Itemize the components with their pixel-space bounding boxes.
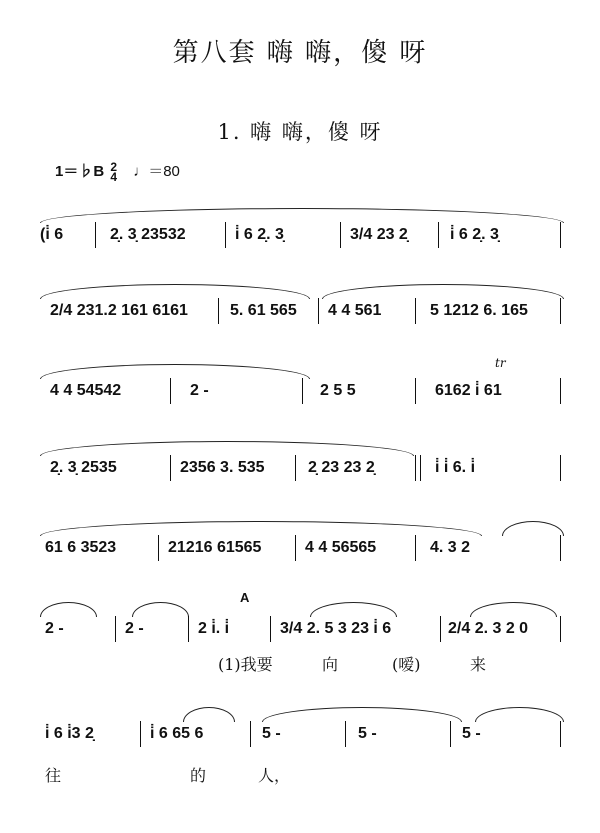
barline <box>415 455 416 481</box>
barline <box>560 535 561 561</box>
barline <box>218 298 219 324</box>
measure: 6162 i̇ 61 <box>435 382 502 399</box>
staff-row-7 <box>40 721 562 747</box>
barline <box>560 616 561 642</box>
lyric-word: (嗳) <box>392 655 421 674</box>
measure: i̇ 6 2̣. 3̣ <box>450 226 499 243</box>
lyric-word: (1)我要 <box>218 655 273 674</box>
barline <box>415 535 416 561</box>
measure: 5 1212 6. 165 <box>430 302 528 319</box>
slur <box>40 284 310 299</box>
measure: i̇ 6 65 6 <box>150 725 204 742</box>
measure: 2 i̇. i̇ <box>198 620 230 637</box>
barline <box>415 378 416 404</box>
slur <box>40 364 310 379</box>
barline <box>170 378 171 404</box>
measure: i̇ 6 i̇3 2̣ <box>45 725 94 742</box>
barline <box>302 378 303 404</box>
slur <box>262 707 462 722</box>
barline <box>295 535 296 561</box>
barline <box>140 721 141 747</box>
barline <box>115 616 116 642</box>
tempo-marking: ♩＝80 <box>133 163 180 180</box>
measure: i̇ 6 2̣. 3̣ <box>235 226 284 243</box>
measure: 2 5 5 <box>320 382 356 399</box>
slur <box>502 521 564 536</box>
measure: 4 4 54542 <box>50 382 122 399</box>
measure: 5 - <box>358 725 377 742</box>
barline <box>560 298 561 324</box>
measure: 4 4 561 <box>328 302 382 319</box>
measure: 3/4 2. 5 3 23 i̇ 6 <box>280 620 392 637</box>
barline <box>295 455 296 481</box>
measure: 61 6 3523 <box>45 539 117 556</box>
barline <box>440 616 441 642</box>
barline <box>415 298 416 324</box>
barline <box>95 222 96 248</box>
measure: 5 - <box>262 725 281 742</box>
lyric-word: 往 <box>45 766 62 785</box>
measure: 2 - <box>45 620 64 637</box>
measure: 2̣. 3̣ 2535 <box>50 459 117 476</box>
measure: 2 - <box>190 382 209 399</box>
song-title: 第八套 嗨 嗨，傻 呀 <box>172 38 428 68</box>
slur <box>470 602 557 617</box>
key-text: 1＝♭B <box>55 163 105 180</box>
time-signature <box>110 160 118 185</box>
lyric-word: 向 <box>322 655 339 674</box>
slur <box>40 602 97 617</box>
barline <box>318 298 319 324</box>
slur <box>40 521 482 536</box>
slur <box>40 441 414 456</box>
barline <box>420 455 421 481</box>
barline <box>560 721 561 747</box>
barline <box>225 222 226 248</box>
slur <box>322 284 564 299</box>
staff-row-2 <box>40 298 562 324</box>
measure: i̇ i̇ 6. i̇ <box>435 459 476 476</box>
barline <box>450 721 451 747</box>
slur <box>40 208 564 223</box>
measure: 2̣ 23 23 2̣ <box>308 459 375 476</box>
lyric-word: 人， <box>258 766 291 785</box>
barline <box>560 378 561 404</box>
staff-row-3 <box>40 356 562 404</box>
barline <box>340 222 341 248</box>
measure: 4. 3 2 <box>430 539 471 556</box>
barline <box>345 721 346 747</box>
measure: 2/4 2. 3 2 0 <box>448 620 529 637</box>
staff-row-4 <box>40 455 562 481</box>
time-top: 2 <box>110 160 118 175</box>
rehearsal-mark: A <box>240 590 250 605</box>
time-bottom: 4 <box>110 170 118 185</box>
staff-row-1 <box>40 222 562 248</box>
lyric-word: 来 <box>470 655 487 674</box>
slur <box>475 707 564 722</box>
slur <box>183 707 235 722</box>
section-subtitle: 1. 嗨 嗨，傻 呀 <box>217 120 383 144</box>
barline <box>270 616 271 642</box>
measure: 5 - <box>462 725 481 742</box>
staff-row-6 <box>40 616 562 642</box>
key-signature-line <box>55 160 180 185</box>
measure: 5. 61 565 <box>230 302 297 319</box>
barline <box>560 455 561 481</box>
measure: 2356 3. 535 <box>180 459 265 476</box>
slur <box>310 602 397 617</box>
barline <box>560 222 561 248</box>
trill-ornament: tr <box>495 356 506 370</box>
measure: 4 4 56565 <box>305 539 377 556</box>
measure: 2̣. 3̣ 23532 <box>110 226 186 243</box>
barline <box>250 721 251 747</box>
measure: 21216 61565 <box>168 539 262 556</box>
barline <box>438 222 439 248</box>
measure: 2 - <box>125 620 144 637</box>
barline <box>188 616 189 642</box>
measure: 2/4 231.2 161 6161 <box>50 302 188 319</box>
lyric-word: 的 <box>190 766 207 785</box>
slur <box>132 602 189 617</box>
measure: 3/4 23 2̣ <box>350 226 408 243</box>
measure: (i̇ 6 <box>40 226 64 243</box>
barline <box>158 535 159 561</box>
staff-row-5 <box>40 535 562 561</box>
barline <box>170 455 171 481</box>
